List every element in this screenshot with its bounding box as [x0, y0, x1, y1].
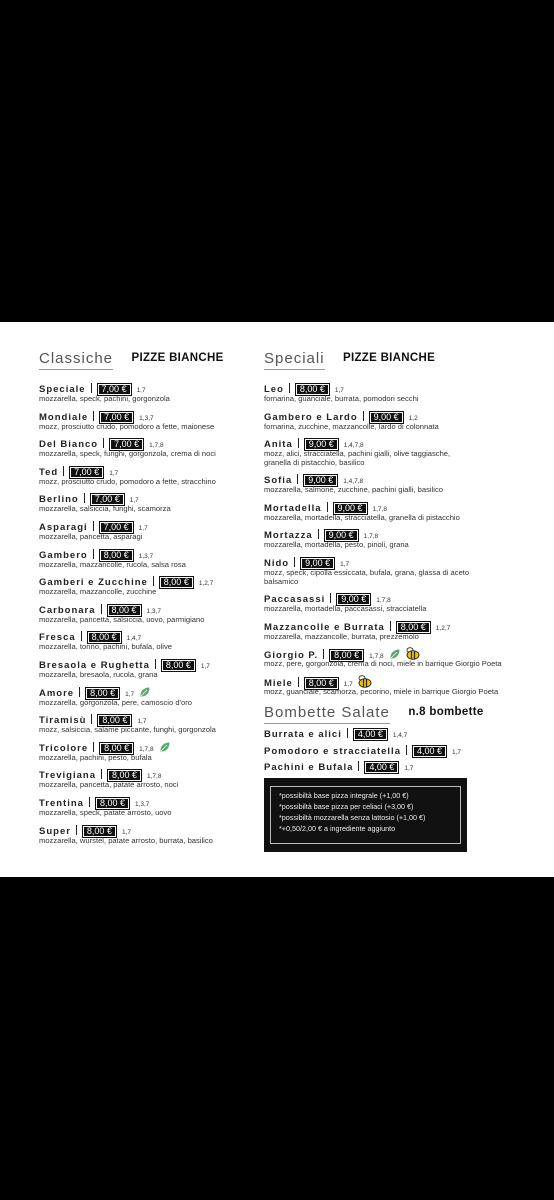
menu-item — [264, 647, 502, 675]
menu-item — [39, 713, 216, 741]
item-header — [39, 741, 216, 753]
price-badge: 9,00 € — [303, 474, 338, 487]
menu-item — [39, 658, 216, 686]
item-header — [264, 620, 502, 632]
menu-item — [39, 768, 216, 796]
menu-item — [39, 465, 216, 493]
category-subtitle: PIZZE BIANCHE — [131, 352, 224, 364]
separator — [330, 593, 331, 603]
category-subtitle: PIZZE BIANCHE — [342, 352, 436, 364]
separator — [294, 557, 295, 567]
item-description: mozzarella, gorgonzola, pere, camoscio d'oro — [39, 697, 192, 707]
bombette-list — [264, 727, 461, 777]
menu-item — [264, 501, 502, 529]
notes-frame — [270, 786, 461, 844]
separator — [327, 502, 328, 512]
item-header — [39, 410, 216, 422]
allergen-codes: 1,2,7 — [198, 580, 214, 588]
allergen-codes: 1,3,7 — [139, 414, 154, 422]
menu-item — [39, 548, 216, 576]
item-name: Amore — [39, 687, 75, 699]
allergen-codes: 1,7 — [125, 690, 135, 698]
price-badge: 8,00 € — [99, 549, 134, 562]
allergen-codes: 1,7 — [109, 469, 119, 477]
menu-item — [39, 603, 216, 631]
menu-item — [39, 741, 216, 769]
price-badge: 8,00 € — [97, 714, 132, 727]
allergen-codes: 1,7 — [451, 748, 462, 756]
price-badge: 7,00 € — [69, 466, 104, 479]
menu-item — [264, 675, 502, 703]
separator — [79, 687, 80, 697]
menu-item — [264, 760, 461, 777]
item-description: mozzarella, mazzancolle, burrata, prezzemolo — [264, 631, 419, 641]
allergen-codes: 1,7 — [121, 828, 131, 836]
item-name: Anita — [264, 439, 293, 451]
separator — [298, 677, 299, 687]
separator — [297, 474, 298, 484]
separator — [101, 604, 102, 614]
separator — [91, 714, 92, 724]
separator — [155, 659, 156, 669]
item-header — [264, 675, 502, 687]
item-name: Burrata e alici — [264, 729, 342, 740]
menu-item — [39, 686, 216, 714]
menu-item — [264, 528, 502, 556]
separator — [101, 769, 102, 779]
item-description: mozzarella, mortadella, paccasassi, stracciatella — [264, 603, 427, 613]
separator — [363, 411, 364, 421]
item-header — [264, 727, 461, 739]
item-name: Mondiale — [39, 411, 89, 423]
allergen-codes: 1,4,7 — [392, 732, 408, 739]
item-description: mozzarella, mazzancolle, zucchine — [39, 587, 157, 597]
price-badge: 8,00 € — [87, 631, 122, 644]
price-badge: 7,00 € — [97, 383, 132, 396]
menu-item — [264, 592, 502, 620]
price-badge: 8,00 € — [329, 649, 364, 662]
menu-page — [0, 322, 554, 877]
item-header — [39, 713, 216, 725]
item-name: Gamberi e Zucchine — [39, 577, 148, 589]
bee-icon — [357, 675, 372, 688]
price-badge: 7,00 € — [90, 493, 125, 506]
separator — [406, 745, 407, 755]
allergen-codes: 1,7,8 — [139, 745, 154, 753]
menu-item — [264, 620, 502, 648]
menu-item — [39, 796, 216, 824]
separator — [89, 797, 90, 807]
item-description: mozzarella, pachini, pesto, bufala — [39, 752, 152, 762]
price-badge: 9,00 € — [300, 557, 335, 570]
item-description: mozzarella, salmone, zucchine, pachini gialli, basilico — [264, 485, 443, 495]
price-badge: 8,00 € — [107, 604, 142, 617]
note-line: *+0,50/2,00 € a ingrediente aggiunto — [279, 824, 396, 833]
item-name: Leo — [264, 384, 284, 395]
item-description: mozz, alici, stracciatella, pachini gialli, olive taggiasche, granella di pistacchio, basilico — [264, 449, 451, 468]
item-name: Paccasassi — [264, 593, 326, 605]
allergen-codes: 1,7,8 — [149, 442, 164, 450]
item-description: mozz, pere, gorgonzola, crema di noci, miele in barrique Giorgio Poeta — [264, 659, 502, 669]
item-header — [264, 647, 502, 662]
item-name: Mazzancolle e Burrata — [264, 621, 385, 633]
menu-item — [264, 473, 502, 501]
separator — [76, 825, 77, 835]
separator — [318, 529, 319, 539]
classiche-list — [39, 382, 216, 851]
price-badge: 9,00 € — [369, 411, 404, 424]
item-name: Pachini e Bufala — [264, 762, 354, 773]
item-header — [264, 556, 502, 568]
item-header — [264, 382, 502, 394]
menu-item — [264, 437, 502, 473]
item-header — [39, 382, 216, 394]
menu-item — [264, 556, 502, 592]
separator — [93, 411, 94, 421]
item-description: mozzarella, salsiccia, funghi, scamorza — [39, 504, 171, 514]
item-description: fornarina, guanciale, burrata, pomodori secchi — [264, 394, 419, 403]
item-header — [39, 768, 216, 780]
item-header — [39, 658, 216, 670]
price-badge: 8,00 € — [95, 797, 130, 810]
category-title: Speciali — [264, 350, 325, 370]
item-header — [39, 548, 216, 560]
allergen-codes: 1,7 — [340, 560, 350, 568]
item-name: Gambero e Lardo — [264, 411, 358, 423]
item-header — [264, 528, 502, 540]
item-name: Trentina — [39, 797, 84, 809]
item-header — [39, 603, 216, 615]
item-name: Berlino — [39, 494, 79, 506]
allergen-codes: 1,7 — [343, 680, 353, 688]
allergen-codes: 1,7 — [334, 387, 344, 394]
menu-item — [264, 727, 461, 744]
item-header — [264, 592, 502, 604]
price-badge: 7,00 € — [99, 411, 134, 424]
allergen-codes: 1,7,8 — [376, 596, 391, 604]
price-badge: 8,00 € — [161, 659, 196, 672]
price-badge: 8,00 € — [304, 677, 339, 690]
allergen-codes: 1,7,8 — [363, 533, 379, 541]
notes-box — [264, 778, 467, 852]
classiche-header — [39, 350, 224, 372]
item-description: mozz, prosciutto crudo, pomodoro a fette, maionese — [39, 421, 215, 431]
item-header — [264, 744, 461, 756]
separator — [91, 383, 92, 393]
item-name: Nido — [264, 557, 290, 569]
item-description: mozzarella, tonno, pachini, bufala, olive — [39, 642, 172, 652]
menu-item — [39, 630, 216, 658]
price-badge: 8,00 € — [295, 383, 330, 396]
item-description: fornarina, zucchine, mazzancolle, lardo di colonnata — [264, 421, 439, 431]
separator — [298, 438, 299, 448]
item-name: Speciale — [39, 384, 86, 395]
item-header — [264, 437, 502, 449]
item-header — [264, 501, 502, 513]
price-badge: 4,00 € — [353, 728, 388, 741]
separator — [358, 761, 359, 771]
item-name: Miele — [264, 677, 293, 689]
allergen-codes: 1,7 — [136, 387, 146, 394]
item-description: mozzarella, pancetta, asparagi — [39, 531, 143, 541]
allergen-codes: 1,7,8 — [369, 653, 384, 661]
item-header — [264, 473, 502, 485]
allergen-codes: 1,2 — [408, 414, 418, 422]
menu-item — [264, 410, 502, 438]
item-header — [39, 824, 216, 836]
price-badge: 9,00 € — [333, 502, 368, 515]
price-badge: 8,00 € — [99, 742, 134, 755]
item-description: mozzarella, pancetta, patate arrosto, noci — [39, 780, 179, 790]
item-name: Mortazza — [264, 530, 313, 542]
separator — [63, 466, 64, 476]
item-header — [39, 630, 216, 642]
item-description: mozzarella, wurstel, patate arrosto, burrata, basilico — [39, 835, 213, 845]
allergen-codes: 1,7 — [138, 524, 148, 532]
price-badge: 7,00 € — [99, 521, 134, 534]
menu-item — [264, 382, 502, 410]
item-description: mozz, guanciale, scamorza, pecorino, miele in barrique Giorgio Poeta — [264, 686, 499, 696]
price-badge: 9,00 € — [324, 529, 359, 542]
price-badge: 8,00 € — [396, 621, 431, 634]
allergen-codes: 1,4,7,8 — [343, 478, 364, 486]
item-description: mozzarella, speck, patate arrosto, uovo — [39, 807, 172, 817]
allergen-codes: 1,7 — [404, 765, 414, 772]
item-name: Pomodoro e stracciatella — [264, 745, 401, 757]
item-description: mozzarella, speck, pachini, gorgonzola — [39, 394, 170, 403]
item-header — [39, 465, 216, 477]
leaf-icon — [139, 686, 151, 698]
menu-item — [39, 575, 216, 603]
separator — [153, 576, 154, 586]
allergen-codes: 1,3,7 — [138, 552, 154, 560]
allergen-codes: 1,7 — [137, 718, 147, 726]
item-name: Giorgio P. — [264, 650, 319, 662]
separator — [93, 549, 94, 559]
item-description: mozz, salsiccia, salame piccante, funghi, gorgonzola — [39, 725, 216, 735]
price-badge: 8,00 € — [85, 687, 120, 700]
separator — [81, 631, 82, 641]
allergen-codes: 1,7,8 — [147, 773, 162, 781]
speciali-list — [264, 382, 502, 702]
allergen-codes: 1,7 — [200, 662, 210, 670]
separator — [390, 621, 391, 631]
item-name: Fresca — [39, 632, 76, 644]
item-description: mozz, speck, cipolla essiccata, bufala, grana, glassa di aceto balsamico — [264, 567, 470, 586]
note-line: *possibiltà base pizza integrale (+1,00 €) — [279, 791, 409, 800]
menu-item — [39, 410, 216, 438]
item-name: Trevigiana — [39, 770, 96, 782]
item-description: mozzarella, bresaola, rucola, grana — [39, 669, 158, 679]
category-subtitle: n.8 bombette — [408, 706, 484, 718]
item-name: Bresaola e Rughetta — [39, 659, 150, 671]
item-name: Tiramisù — [39, 715, 87, 727]
price-badge: 4,00 € — [412, 745, 447, 758]
item-description: mozzarella, mortadella, stracciatella, granella di pistacchio — [264, 512, 460, 522]
allergen-codes: 1,7,8 — [372, 505, 387, 513]
item-name: Asparagi — [39, 521, 88, 533]
menu-item — [39, 520, 216, 548]
item-header — [264, 760, 461, 772]
item-header — [39, 492, 216, 504]
allergen-codes: 1,4,7 — [126, 635, 142, 643]
item-description: mozzarella, mortadella, pesto, pinoli, grana — [264, 540, 409, 550]
allergen-codes: 1,2,7 — [435, 624, 451, 632]
item-header — [39, 686, 216, 698]
menu-item — [39, 824, 216, 852]
menu-item — [39, 382, 216, 410]
category-title: Bombette Salate — [264, 704, 390, 724]
item-name: Ted — [39, 466, 59, 478]
item-name: Carbonara — [39, 604, 96, 616]
separator — [93, 742, 94, 752]
item-description: mozz, prosciutto crudo, pomodoro a fette, stracchino — [39, 476, 216, 486]
item-description: mozzarella, mazzancolle, rucola, salsa rosa — [39, 559, 186, 569]
separator — [103, 438, 104, 448]
allergen-codes: 1,7 — [129, 497, 139, 505]
allergen-codes: 1,3,7 — [146, 607, 161, 615]
price-badge: 9,00 € — [304, 438, 339, 451]
separator — [84, 493, 85, 503]
separator — [347, 728, 348, 738]
leaf-icon — [159, 741, 171, 753]
price-badge: 7,00 € — [109, 438, 144, 451]
separator — [93, 521, 94, 531]
separator — [323, 649, 324, 659]
category-title: Classiche — [39, 350, 113, 370]
bombette-header — [264, 704, 484, 724]
item-header — [264, 410, 502, 422]
allergen-codes: 1,3,7 — [134, 800, 150, 808]
menu-item — [39, 492, 216, 520]
price-badge: 8,00 € — [107, 769, 142, 782]
item-header — [39, 520, 216, 532]
item-name: Tricolore — [39, 742, 89, 754]
note-line: *possibiltà mozzarella senza lattosio (+1,00 €) — [279, 813, 426, 822]
menu-item — [264, 744, 461, 761]
price-badge: 8,00 € — [159, 576, 194, 589]
price-badge: 9,00 € — [336, 593, 371, 606]
note-line: *possibiltà base pizza per celiaci (+3,00 €) — [279, 802, 414, 811]
speciali-header — [264, 350, 435, 372]
separator — [289, 383, 290, 393]
item-name: Sofia — [264, 475, 293, 487]
item-description: mozzarella, speck, funghi, gorgonzola, crema di noci — [39, 449, 216, 459]
item-header — [39, 575, 216, 587]
item-header — [39, 796, 216, 808]
menu-item — [39, 437, 216, 465]
price-badge: 8,00 € — [82, 825, 117, 838]
price-badge: 4,00 € — [364, 761, 399, 774]
item-name: Super — [39, 825, 71, 837]
item-header — [39, 437, 216, 449]
item-name: Mortadella — [264, 502, 322, 514]
item-name: Del Bianco — [39, 439, 99, 451]
item-description: mozzarella, pancetta, salsiccia, uovo, parmigiano — [39, 614, 205, 624]
item-name: Gambero — [39, 549, 88, 561]
allergen-codes: 1,4,7,8 — [343, 442, 364, 450]
